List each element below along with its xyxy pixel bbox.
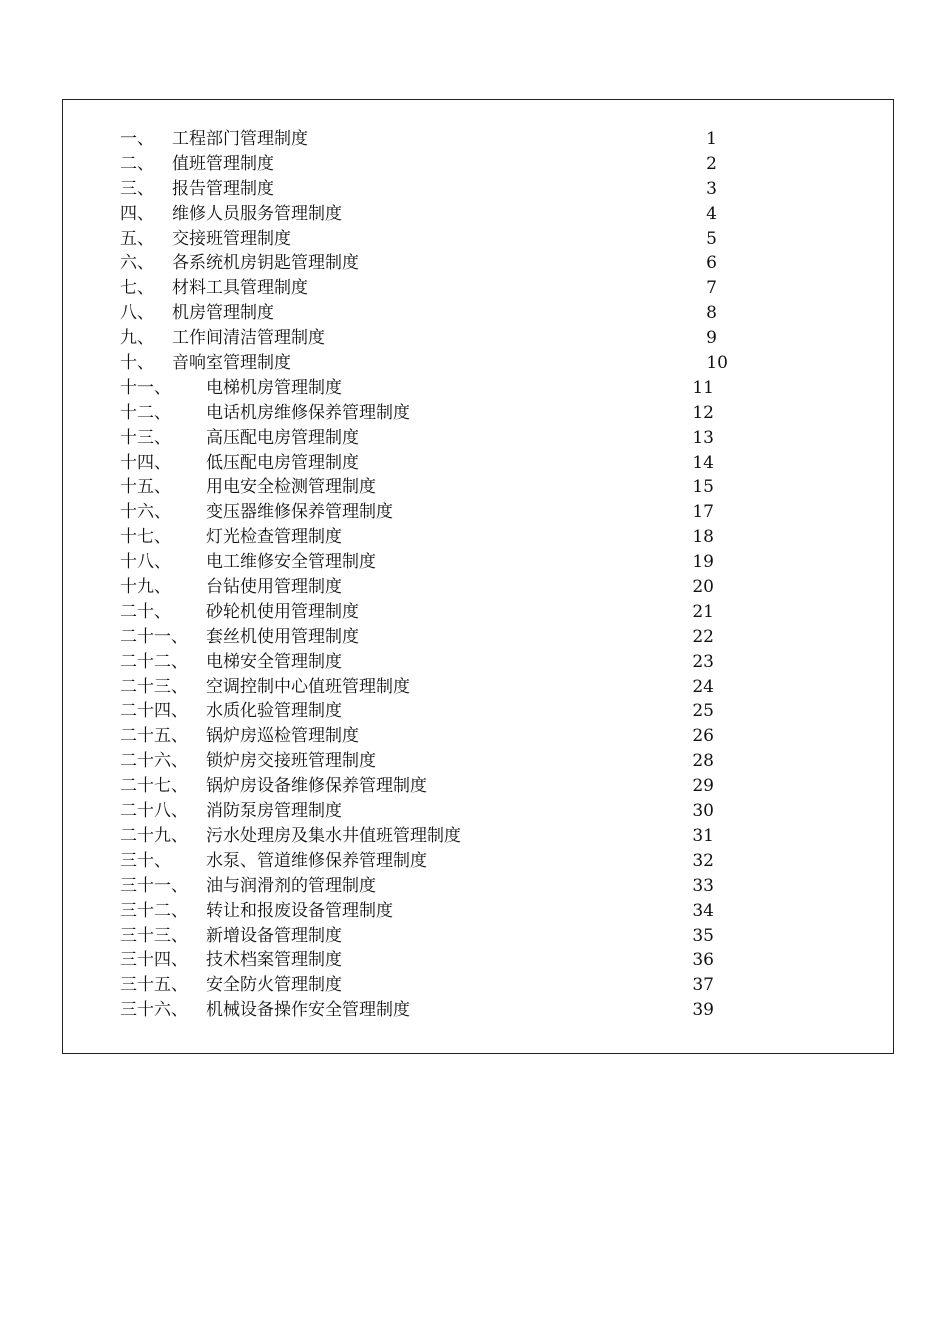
toc-entry-page: 19 bbox=[692, 552, 714, 573]
toc-entry-page: 21 bbox=[692, 601, 714, 622]
toc-entry-number: 十一、 bbox=[120, 377, 171, 398]
toc-entry bbox=[120, 426, 820, 451]
toc-entry-number: 二十三、 bbox=[120, 676, 188, 697]
toc-entry-number: 二、 bbox=[120, 153, 154, 174]
toc-entry-page: 5 bbox=[706, 228, 717, 249]
toc-entry-title: 报告管理制度 bbox=[172, 178, 274, 199]
toc-entry-title: 用电安全检测管理制度 bbox=[206, 477, 376, 498]
toc-entry-number: 二十一、 bbox=[120, 626, 188, 647]
toc-entry bbox=[120, 227, 820, 252]
toc-entry-page: 36 bbox=[692, 950, 714, 971]
toc-entry-title: 砂轮机使用管理制度 bbox=[206, 601, 359, 622]
toc-entry bbox=[120, 475, 820, 500]
toc-entry-page: 34 bbox=[692, 900, 714, 921]
toc-entry bbox=[120, 500, 820, 525]
toc-entry bbox=[120, 973, 820, 998]
toc-entry bbox=[120, 749, 820, 774]
toc-entry-number: 三十一、 bbox=[120, 875, 188, 896]
toc-entry-page: 23 bbox=[692, 651, 714, 672]
toc-entry-page: 20 bbox=[692, 577, 714, 598]
toc-entry-number: 十五、 bbox=[120, 477, 171, 498]
toc-entry-page: 22 bbox=[692, 626, 714, 647]
toc-entry-number: 二十七、 bbox=[120, 776, 188, 797]
toc-entry bbox=[120, 625, 820, 650]
toc-entry bbox=[120, 202, 820, 227]
toc-entry-title: 水质化验管理制度 bbox=[206, 701, 342, 722]
toc-entry-title: 变压器维修保养管理制度 bbox=[206, 502, 393, 523]
toc-entry-number: 三十五、 bbox=[120, 975, 188, 996]
toc-entry-title: 污水处理房及集水井值班管理制度 bbox=[206, 825, 461, 846]
toc-entry bbox=[120, 376, 820, 401]
toc-entry-page: 15 bbox=[692, 477, 714, 498]
toc-entry-page: 18 bbox=[692, 527, 714, 548]
toc-entry-title: 电工维修安全管理制度 bbox=[206, 552, 376, 573]
toc-entry-page: 39 bbox=[692, 1000, 714, 1021]
toc-entry-title: 消防泵房管理制度 bbox=[206, 801, 342, 822]
toc-entry-title: 电梯机房管理制度 bbox=[206, 377, 342, 398]
toc-entry-title: 机房管理制度 bbox=[172, 303, 274, 324]
toc-entry bbox=[120, 575, 820, 600]
toc-entry-number: 三十六、 bbox=[120, 1000, 188, 1021]
toc-entry-title: 值班管理制度 bbox=[172, 153, 274, 174]
toc-entry-page: 37 bbox=[692, 975, 714, 996]
toc-entry bbox=[120, 824, 820, 849]
toc-entry-title: 工程部门管理制度 bbox=[172, 129, 308, 149]
toc-entry-title: 空调控制中心值班管理制度 bbox=[206, 676, 410, 697]
toc-entry-title: 维修人员服务管理制度 bbox=[172, 203, 342, 224]
toc-entry bbox=[120, 525, 820, 550]
toc-entry bbox=[120, 550, 820, 575]
toc-entry-number: 二十二、 bbox=[120, 651, 188, 672]
toc-entry bbox=[120, 326, 820, 351]
toc-entry bbox=[120, 301, 820, 326]
toc-entry-title: 低压配电房管理制度 bbox=[206, 452, 359, 473]
toc-entry-page: 29 bbox=[692, 776, 714, 797]
toc-entry-number: 二十、 bbox=[120, 601, 171, 622]
toc-entry-number: 二十六、 bbox=[120, 751, 188, 772]
toc-entry-number: 三十三、 bbox=[120, 925, 188, 946]
toc-entry-page: 8 bbox=[706, 303, 717, 324]
toc-entry-title: 电梯安全管理制度 bbox=[206, 651, 342, 672]
toc-entry-page: 28 bbox=[692, 751, 714, 772]
toc-entry-page: 26 bbox=[692, 726, 714, 747]
toc-entry-title: 电话机房维修保养管理制度 bbox=[206, 402, 410, 423]
toc-entry-number: 十三、 bbox=[120, 427, 171, 448]
toc-entry-title: 台钻使用管理制度 bbox=[206, 577, 342, 598]
toc-entry-page: 32 bbox=[692, 850, 714, 871]
toc-entry bbox=[120, 451, 820, 476]
toc-entry-number: 二十四、 bbox=[120, 701, 188, 722]
toc-entry bbox=[120, 127, 820, 152]
toc-entry-title: 灯光检查管理制度 bbox=[206, 527, 342, 548]
toc-entry-number: 三十二、 bbox=[120, 900, 188, 921]
toc-entry-title: 机械设备操作安全管理制度 bbox=[206, 1000, 410, 1021]
toc-entry bbox=[120, 675, 820, 700]
toc-entry-number: 十八、 bbox=[120, 552, 171, 573]
toc-entry-title: 锅炉房设备维修保养管理制度 bbox=[206, 776, 427, 797]
toc-entry-number: 四、 bbox=[120, 203, 154, 224]
toc-entry bbox=[120, 998, 820, 1023]
toc-entry-page: 14 bbox=[692, 452, 714, 473]
toc-entry-page: 9 bbox=[706, 328, 717, 349]
toc-entry-number: 十二、 bbox=[120, 402, 171, 423]
toc-entry-page: 25 bbox=[692, 701, 714, 722]
toc-entry-number: 三、 bbox=[120, 178, 154, 199]
toc-entry-title: 安全防火管理制度 bbox=[206, 975, 342, 996]
toc-entry-title: 各系统机房钥匙管理制度 bbox=[172, 253, 359, 274]
toc-entry-title: 转让和报废设备管理制度 bbox=[206, 900, 393, 921]
toc-entry bbox=[120, 650, 820, 675]
toc-entry-page: 33 bbox=[692, 875, 714, 896]
toc-entry-page: 35 bbox=[692, 925, 714, 946]
toc-entry-number: 十、 bbox=[120, 353, 154, 374]
toc-entry-page: 10 bbox=[706, 353, 728, 374]
toc-entry-page: 17 bbox=[692, 502, 714, 523]
toc-entry bbox=[120, 774, 820, 799]
toc-entry-number: 十九、 bbox=[120, 577, 171, 598]
toc-entry bbox=[120, 152, 820, 177]
toc-entry bbox=[120, 600, 820, 625]
toc-entry bbox=[120, 276, 820, 301]
toc-entry-page: 31 bbox=[692, 825, 714, 846]
toc-entry bbox=[120, 948, 820, 973]
toc-entry-title: 锁炉房交接班管理制度 bbox=[206, 751, 376, 772]
toc-entry-page: 7 bbox=[706, 278, 717, 299]
toc-entry-title: 水泵、管道维修保养管理制度 bbox=[206, 850, 427, 871]
toc-entry-number: 二十八、 bbox=[120, 801, 188, 822]
toc-entry-number: 十四、 bbox=[120, 452, 171, 473]
toc-entry-page: 6 bbox=[706, 253, 717, 274]
toc-entry bbox=[120, 699, 820, 724]
toc-entry-title: 交接班管理制度 bbox=[172, 228, 291, 249]
toc-entry-title: 套丝机使用管理制度 bbox=[206, 626, 359, 647]
toc-entry-title: 材料工具管理制度 bbox=[172, 278, 308, 299]
toc-entry-title: 油与润滑剂的管理制度 bbox=[206, 875, 376, 896]
table-of-contents bbox=[62, 99, 894, 1054]
toc-entry bbox=[120, 899, 820, 924]
toc-entry-number: 十六、 bbox=[120, 502, 171, 523]
toc-entry bbox=[120, 351, 820, 376]
toc-entry-title: 技术档案管理制度 bbox=[206, 950, 342, 971]
toc-entry-number: 二十九、 bbox=[120, 825, 188, 846]
toc-entry-number: 二十五、 bbox=[120, 726, 188, 747]
toc-entry bbox=[120, 849, 820, 874]
toc-entry-number: 一、 bbox=[120, 129, 154, 149]
toc-entry-page: 1 bbox=[706, 129, 717, 149]
toc-entry-page: 3 bbox=[706, 178, 717, 199]
toc-entry bbox=[120, 924, 820, 949]
toc-entry-page: 30 bbox=[692, 801, 714, 822]
toc-entry-page: 11 bbox=[692, 377, 714, 398]
toc-entry bbox=[120, 724, 820, 749]
toc-entry-number: 七、 bbox=[120, 278, 154, 299]
toc-list bbox=[120, 127, 820, 1023]
toc-entry-number: 五、 bbox=[120, 228, 154, 249]
toc-entry-number: 九、 bbox=[120, 328, 154, 349]
toc-entry bbox=[120, 799, 820, 824]
toc-entry-page: 12 bbox=[692, 402, 714, 423]
toc-entry bbox=[120, 177, 820, 202]
toc-entry-title: 音响室管理制度 bbox=[172, 353, 291, 374]
toc-entry-number: 三十、 bbox=[120, 850, 171, 871]
toc-entry bbox=[120, 401, 820, 426]
toc-entry-page: 2 bbox=[706, 153, 717, 174]
toc-entry bbox=[120, 874, 820, 899]
toc-entry-title: 工作间清洁管理制度 bbox=[172, 328, 325, 349]
toc-entry-page: 4 bbox=[706, 203, 717, 224]
toc-entry-title: 新增设备管理制度 bbox=[206, 925, 342, 946]
toc-entry-title: 锅炉房巡检管理制度 bbox=[206, 726, 359, 747]
toc-entry-page: 24 bbox=[692, 676, 714, 697]
toc-entry-title: 高压配电房管理制度 bbox=[206, 427, 359, 448]
toc-entry-number: 六、 bbox=[120, 253, 154, 274]
toc-entry-number: 十七、 bbox=[120, 527, 171, 548]
toc-entry bbox=[120, 251, 820, 276]
toc-entry-page: 13 bbox=[692, 427, 714, 448]
toc-entry-number: 八、 bbox=[120, 303, 154, 324]
toc-entry-number: 三十四、 bbox=[120, 950, 188, 971]
